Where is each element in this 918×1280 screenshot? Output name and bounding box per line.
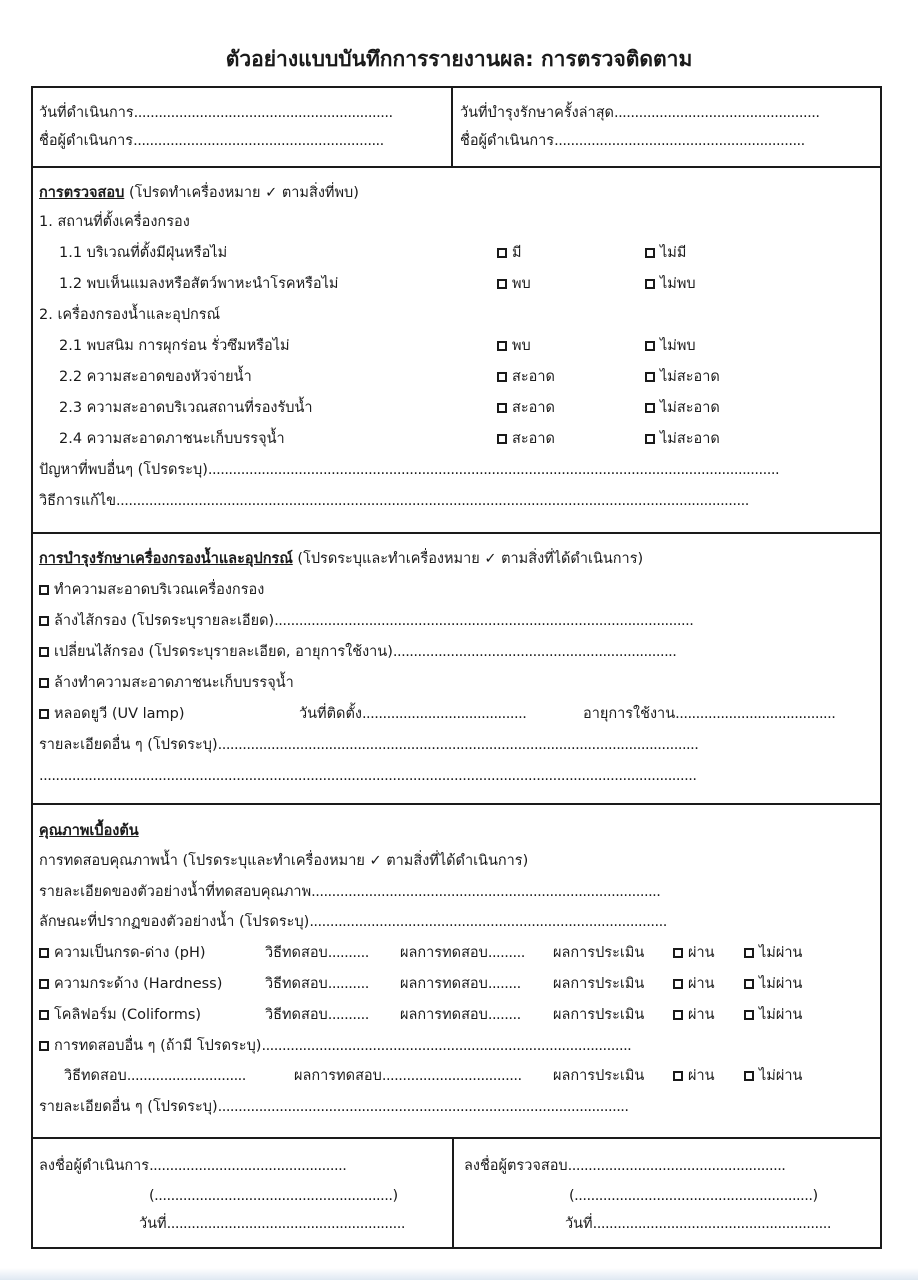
quality-heading: คุณภาพเบื้องต้น	[39, 823, 139, 839]
ph-evaluation-label: ผลการประเมิน	[553, 945, 645, 961]
last-maintenance-date-field[interactable]: วันที่บำรุงรักษาครั้งล่าสุด..................................................	[460, 105, 820, 121]
other-test-checkbox[interactable]: การทดสอบอื่น ๆ (ถ้ามี โปรดระบุ)..........................................................................................	[39, 1036, 631, 1056]
group-filter-equipment: 2. เครื่องกรองน้ำและอุปกรณ์	[39, 307, 221, 323]
coliform-fail-checkbox[interactable]: ไม่ผ่าน	[744, 1005, 802, 1025]
clean-container-checkbox[interactable]: ล้างทำความสะอาดภาชนะเก็บบรรจุน้ำ	[39, 673, 294, 693]
checkbox-icon	[497, 372, 507, 382]
inspector-signature-field[interactable]: ลงชื่อผู้ตรวจสอบ.....................................................	[464, 1158, 786, 1174]
insects-not-found-checkbox[interactable]: ไม่พบ	[645, 274, 696, 294]
hardness-method-field[interactable]: วิธีทดสอบ..........	[265, 976, 369, 992]
quality-other-details-field[interactable]: รายละเอียดอื่น ๆ (โปรดระบุ)....................................................................................................	[39, 1099, 629, 1115]
area-not-clean-checkbox[interactable]: ไม่สะอาด	[645, 398, 720, 418]
ph-test-checkbox[interactable]: ความเป็นกรด-ด่าง (pH)	[39, 943, 206, 963]
checkbox-icon	[39, 585, 49, 595]
quality-intro: การทดสอบคุณภาพน้ำ (โปรดระบุและทำเครื่องหมาย ✓ ตามสิ่งที่ได้ดำเนินการ)	[39, 853, 529, 869]
maintenance-operator-field[interactable]: ชื่อผู้ดำเนินการ.............................................................	[460, 133, 805, 149]
checkbox-icon	[39, 616, 49, 626]
checkbox-icon	[497, 434, 507, 444]
checkbox-icon	[744, 979, 754, 989]
operator-name-field[interactable]: ชื่อผู้ดำเนินการ.............................................................	[39, 133, 384, 149]
solution-field[interactable]: วิธีการแก้ไข..........................................................................................................................................................	[39, 493, 749, 509]
inspector-date-field[interactable]: วันที่..........................................................	[565, 1216, 831, 1232]
checkbox-icon	[39, 647, 49, 657]
checkbox-icon	[673, 1071, 683, 1081]
item-area-clean: 2.3 ความสะอาดบริเวณสถานที่รองรับน้ำ	[59, 400, 313, 416]
other-result-field[interactable]: ผลการทดสอบ..................................	[294, 1068, 522, 1084]
clean-filter-area-checkbox[interactable]: ทำความสะอาดบริเวณเครื่องกรอง	[39, 580, 264, 600]
checkbox-icon	[497, 403, 507, 413]
header-divider	[451, 88, 453, 166]
item-rust: 2.1 พบสนิม การผุกร่อน รั่วซึมหรือไม่	[59, 338, 290, 354]
uv-install-date-field[interactable]: วันที่ติดตั้ง........................................	[299, 706, 527, 722]
checkbox-icon	[744, 948, 754, 958]
inspection-heading: การตรวจสอบ (โปรดทำเครื่องหมาย ✓ ตามสิ่งที่พบ)	[39, 185, 359, 201]
item-dust: 1.1 บริเวณที่ตั้งมีฝุ่นหรือไม่	[59, 245, 228, 261]
area-clean-checkbox[interactable]: สะอาด	[497, 398, 555, 418]
other-problems-field[interactable]: ปัญหาที่พบอื่นๆ (โปรดระบุ)...........................................................................................................................................	[39, 462, 780, 478]
hardness-fail-checkbox[interactable]: ไม่ผ่าน	[744, 974, 802, 994]
dispenser-clean-checkbox[interactable]: สะอาด	[497, 367, 555, 387]
operator-signature-field[interactable]: ลงชื่อผู้ดำเนินการ................................................	[39, 1158, 347, 1174]
item-container-clean: 2.4 ความสะอาดภาชนะเก็บบรรจุน้ำ	[59, 431, 285, 447]
rust-not-found-checkbox[interactable]: ไม่พบ	[645, 336, 696, 356]
checkbox-icon	[645, 434, 655, 444]
other-pass-checkbox[interactable]: ผ่าน	[673, 1066, 715, 1086]
dispenser-not-clean-checkbox[interactable]: ไม่สะอาด	[645, 367, 720, 387]
checkbox-icon	[645, 279, 655, 289]
coliform-method-field[interactable]: วิธีทดสอบ..........	[265, 1007, 369, 1023]
sample-details-field[interactable]: รายละเอียดของตัวอย่างน้ำที่ทดสอบคุณภาพ.....................................................................................	[39, 884, 661, 900]
section-divider-header	[33, 166, 880, 168]
operator-date-field[interactable]: วันที่..........................................................	[139, 1216, 405, 1232]
insects-found-checkbox[interactable]: พบ	[497, 274, 531, 294]
uv-lifetime-field[interactable]: อายุการใช้งาน.......................................	[583, 706, 836, 722]
checkbox-icon	[645, 248, 655, 258]
sample-appearance-field[interactable]: ลักษณะที่ปรากฏของตัวอย่างน้ำ (โปรดระบุ).......................................................................................	[39, 914, 667, 930]
item-dispenser-clean: 2.2 ความสะอาดของหัวจ่ายน้ำ	[59, 369, 252, 385]
checkbox-icon	[497, 279, 507, 289]
maintenance-other-details-field[interactable]: รายละเอียดอื่น ๆ (โปรดระบุ).....................................................................................................................	[39, 737, 699, 753]
item-insects: 1.2 พบเห็นแมลงหรือสัตว์พาหะนำโรคหรือไม่	[59, 276, 339, 292]
checkbox-icon	[673, 1010, 683, 1020]
report-form	[31, 86, 882, 1249]
checkbox-icon	[39, 979, 49, 989]
ph-pass-checkbox[interactable]: ผ่าน	[673, 943, 715, 963]
checkbox-icon	[744, 1010, 754, 1020]
hardness-pass-checkbox[interactable]: ผ่าน	[673, 974, 715, 994]
ph-method-field[interactable]: วิธีทดสอบ..........	[265, 945, 369, 961]
section-divider-quality	[33, 1137, 880, 1139]
replace-filter-checkbox[interactable]: เปลี่ยนไส้กรอง (โปรดระบุรายละเอียด, อายุการใช้งาน).....................................................................	[39, 642, 676, 662]
other-evaluation-label: ผลการประเมิน	[553, 1068, 645, 1084]
checkbox-icon	[39, 948, 49, 958]
checkbox-icon	[645, 341, 655, 351]
uv-lamp-checkbox[interactable]: หลอดยูวี (UV lamp)	[39, 704, 185, 724]
container-not-clean-checkbox[interactable]: ไม่สะอาด	[645, 429, 720, 449]
operator-printed-name-field[interactable]: (..........................................................)	[149, 1188, 398, 1204]
coliform-evaluation-label: ผลการประเมิน	[553, 1007, 645, 1023]
hardness-evaluation-label: ผลการประเมิน	[553, 976, 645, 992]
checkbox-icon	[645, 372, 655, 382]
dust-no-checkbox[interactable]: ไม่มี	[645, 243, 686, 263]
checkbox-icon	[497, 248, 507, 258]
coliform-test-checkbox[interactable]: โคลิฟอร์ม (Coliforms)	[39, 1005, 201, 1025]
checkbox-icon	[39, 1010, 49, 1020]
bottom-edge	[0, 1268, 918, 1280]
container-clean-checkbox[interactable]: สะอาด	[497, 429, 555, 449]
checkbox-icon	[497, 341, 507, 351]
hardness-result-field[interactable]: ผลการทดสอบ........	[400, 976, 521, 992]
hardness-test-checkbox[interactable]: ความกระด้าง (Hardness)	[39, 974, 222, 994]
rust-found-checkbox[interactable]: พบ	[497, 336, 531, 356]
coliform-pass-checkbox[interactable]: ผ่าน	[673, 1005, 715, 1025]
signature-divider	[452, 1137, 454, 1249]
form-title: ตัวอย่างแบบบันทึกการรายงานผล: การตรวจติดตาม	[225, 47, 693, 71]
inspector-printed-name-field[interactable]: (..........................................................)	[569, 1188, 818, 1204]
checkbox-icon	[673, 979, 683, 989]
maintenance-heading: การบำรุงรักษาเครื่องกรองน้ำและอุปกรณ์ (โปรดระบุและทำเครื่องหมาย ✓ ตามสิ่งที่ได้ดำเนินการ)	[39, 551, 644, 567]
checkbox-icon	[39, 709, 49, 719]
checkbox-icon	[744, 1071, 754, 1081]
maintenance-blank-line[interactable]: ................................................................................................................................................................	[39, 768, 697, 784]
checkbox-icon	[39, 678, 49, 688]
checkbox-icon	[39, 1041, 49, 1051]
section-divider-inspection	[33, 532, 880, 534]
checkbox-icon	[673, 948, 683, 958]
section-divider-maintenance	[33, 803, 880, 805]
other-method-field[interactable]: วิธีทดสอบ.............................	[64, 1068, 246, 1084]
coliform-result-field[interactable]: ผลการทดสอบ........	[400, 1007, 521, 1023]
ph-fail-checkbox[interactable]: ไม่ผ่าน	[744, 943, 802, 963]
date-performed-field[interactable]: วันที่ดำเนินการ...............................................................	[39, 105, 393, 121]
group-filter-location: 1. สถานที่ตั้งเครื่องกรอง	[39, 214, 190, 230]
dust-yes-checkbox[interactable]: มี	[497, 243, 522, 263]
checkbox-icon	[645, 403, 655, 413]
other-fail-checkbox[interactable]: ไม่ผ่าน	[744, 1066, 802, 1086]
ph-result-field[interactable]: ผลการทดสอบ.........	[400, 945, 525, 961]
wash-filter-checkbox[interactable]: ล้างไส้กรอง (โปรดระบุรายละเอียด)......................................................................................................	[39, 611, 693, 631]
